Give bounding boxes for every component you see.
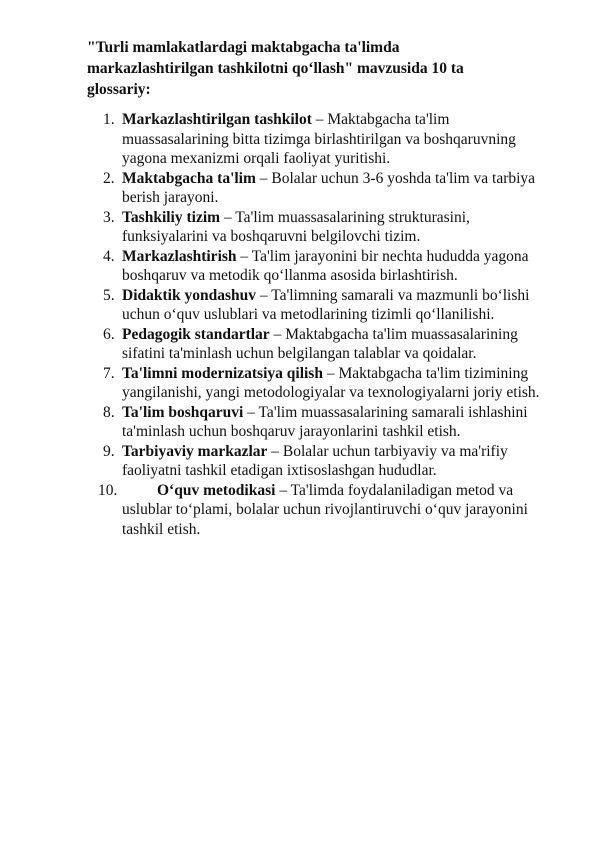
glossary-list	[0, 110, 596, 539]
glossary-term: Markazlashtirish	[122, 247, 237, 265]
glossary-term: Tashkiliy tizim	[122, 208, 221, 226]
glossary-term: O‘quv metodikasi	[157, 481, 276, 499]
item-number: 7.	[103, 364, 115, 382]
glossary-item	[0, 325, 552, 364]
glossary-definition: – Ta'limda foydalaniladigan metod va uslublar to‘plami, bolalar uchun rivojlantiruvchi o‘quv jarayonini tashkil etish.	[122, 481, 528, 538]
item-number: 4.	[103, 247, 115, 265]
glossary-definition: – Maktabgacha ta'lim muassasalarining bitta tizimga birlashtirilgan va boshqaruvning yagona mexanizmi orqali faoliyat yuritishi.	[122, 111, 516, 167]
glossary-definition: – Ta'lim muassasalarining strukturasini, funksiyalarini va boshqaruvni belgilovchi tizim.	[122, 208, 470, 245]
glossary-definition: – Bolalar uchun 3-6 yoshda ta'lim va tarbiya berish jarayoni.	[122, 169, 536, 206]
glossary-item	[0, 169, 552, 208]
glossary-term: Tarbiyaviy markazlar	[122, 442, 268, 460]
item-number: 1.	[103, 111, 115, 128]
glossary-term: Pedagogik standartlar	[122, 325, 270, 343]
glossary-item	[0, 403, 552, 442]
item-number: 10.	[98, 481, 118, 499]
document-title: "Turli mamlakatlardagi maktabgacha ta'limda markazlashtirilgan tashkilotni qo‘llash" mavzusida 10 ta glossariy:	[87, 39, 464, 98]
glossary-item	[0, 247, 552, 286]
glossary-definition: – Maktabgacha ta'lim muassasalarining sifatini ta'minlash uchun belgilangan talablar va qoidalar.	[122, 325, 518, 362]
glossary-item	[0, 481, 552, 540]
glossary-term: Maktabgacha ta'lim	[122, 169, 256, 187]
glossary-item	[0, 110, 552, 169]
glossary-item	[0, 286, 552, 325]
glossary-term: Ta'limni modernizatsiya qilish	[122, 364, 323, 382]
item-number: 2.	[103, 169, 115, 187]
glossary-term: Markazlashtirilgan tashkilot	[122, 111, 312, 128]
item-number: 5.	[103, 286, 115, 304]
glossary-definition: – Ta'limning samarali va mazmunli bo‘lishi uchun o‘quv uslublari va metodlarining tizimli qo‘llanilishi.	[122, 286, 530, 323]
glossary-definition: – Ta'lim jarayonini bir nechta hududda yagona boshqaruv va metodik qo‘llanma asosida birlashtirish.	[122, 247, 529, 284]
item-number: 8.	[103, 403, 115, 421]
glossary-item	[0, 364, 552, 403]
glossary-definition: – Ta'lim muassasalarining samarali ishlashini ta'minlash uchun boshqaruv jarayonlarini tashkil etish.	[122, 403, 528, 440]
item-number: 6.	[103, 325, 115, 343]
glossary-item	[0, 442, 552, 481]
glossary-definition: – Maktabgacha ta'lim tizimining yangilanishi, yangi metodologiyalar va texnologiyalarni joriy etish.	[122, 364, 540, 401]
glossary-definition: – Bolalar uchun tarbiyaviy va ma'rifiy faoliyatni tashkil etadigan ixtisoslashgan hududlar.	[122, 442, 508, 479]
glossary-term: Ta'lim boshqaruvi	[122, 403, 244, 421]
glossary-term: Didaktik yondashuv	[122, 286, 256, 304]
item-number: 9.	[103, 442, 115, 460]
glossary-item	[0, 208, 552, 247]
item-number: 3.	[103, 208, 115, 226]
